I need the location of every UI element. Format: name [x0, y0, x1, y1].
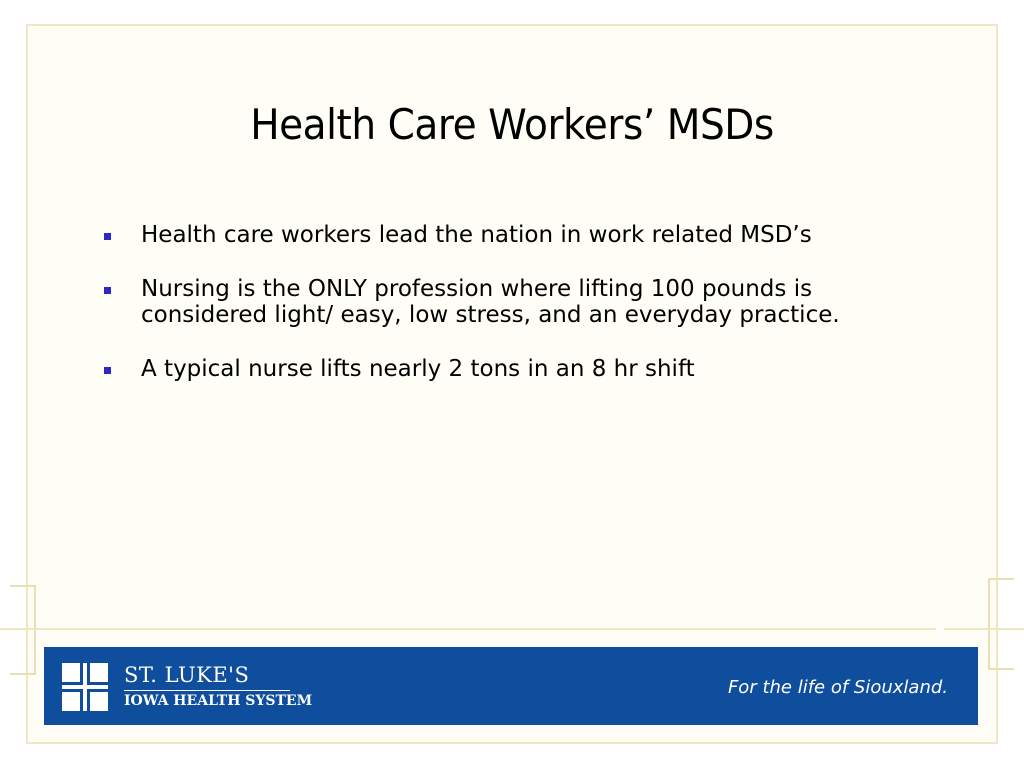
decorative-line-mid	[86, 628, 936, 630]
bullet-text: Nursing is the ONLY profession where lifting 100 pounds is considered light/ easy, low stress, and an everyday practice.	[141, 276, 840, 328]
square-bullet-icon	[104, 287, 111, 294]
square-bullet-icon	[104, 233, 111, 240]
logo-subtitle: IOWA HEALTH SYSTEM	[124, 693, 313, 709]
st-lukes-logo	[62, 663, 313, 711]
cross-logo-icon	[62, 663, 108, 711]
decorative-ornament-left	[10, 585, 36, 675]
bullet-item	[104, 276, 944, 328]
bullet-list	[104, 222, 944, 410]
bullet-text: Health care workers lead the nation in work related MSD’s	[141, 222, 812, 248]
bullet-item	[104, 222, 944, 248]
decorative-ornament-right	[988, 578, 1014, 670]
footer-banner	[44, 647, 978, 725]
footer-tagline: For the life of Siouxland.	[727, 677, 948, 698]
logo-divider	[124, 690, 290, 691]
page-title: Health Care Workers’ MSDs	[250, 100, 774, 149]
square-bullet-icon	[104, 367, 111, 374]
bullet-text: A typical nurse lifts nearly 2 tons in an 8 hr shift	[141, 356, 695, 382]
bullet-item	[104, 356, 944, 382]
logo-name: ST. LUKE'S	[124, 663, 250, 687]
